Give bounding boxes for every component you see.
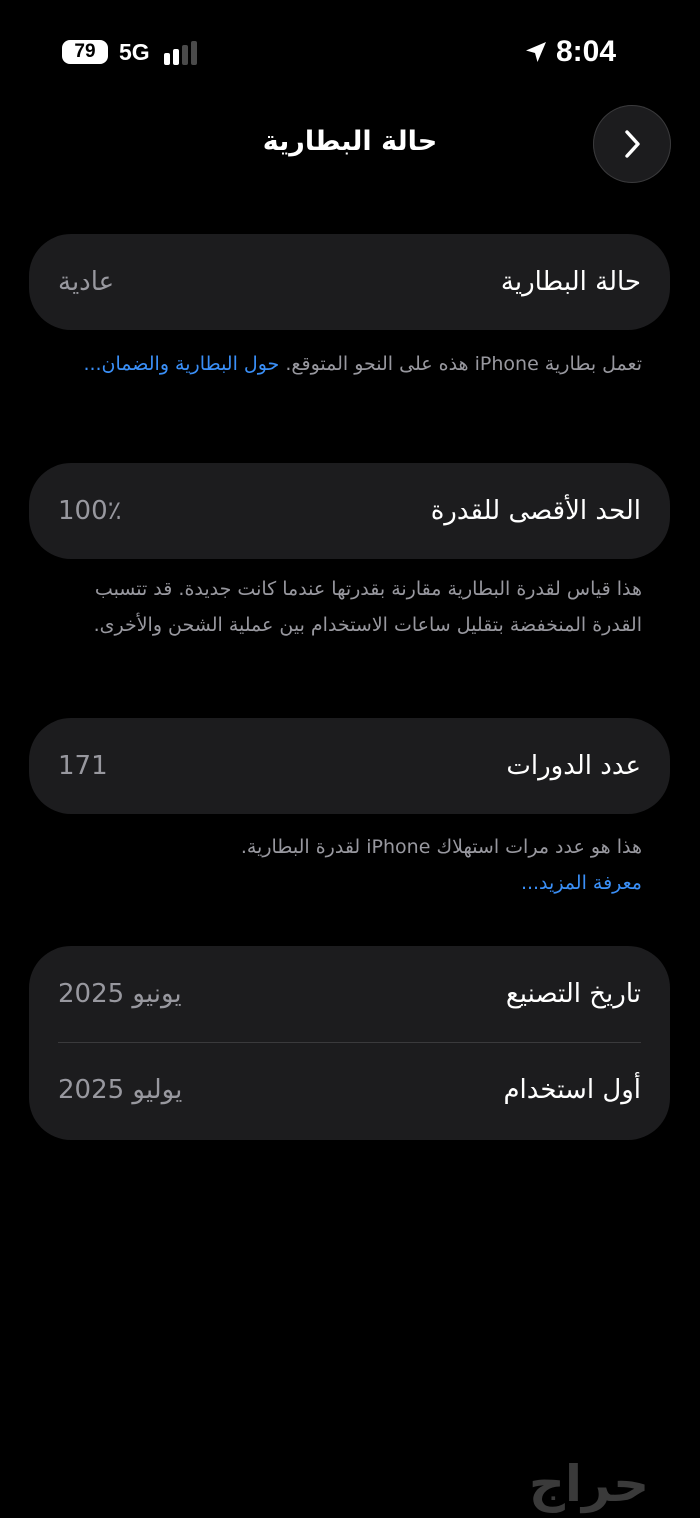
manufacture-date-row	[29, 946, 670, 1042]
status-time: 8:04	[556, 35, 617, 68]
dates-card	[29, 946, 670, 1140]
cycle-count-value: 171	[58, 751, 108, 781]
back-button[interactable]	[593, 105, 671, 183]
haraj-watermark: حراج	[528, 1455, 650, 1513]
cycle-count-label: عدد الدورات	[506, 751, 641, 781]
cellular-signal-icon	[164, 41, 200, 65]
battery-level-badge: 79	[62, 40, 108, 64]
max-capacity-footnote: هذا قياس لقدرة البطارية مقارنة بقدرتها عندما كانت جديدة. قد تتسبب القدرة المنخفضة بتقليل ساعات الاستخدام بين عملية الشحن والأخرى.	[93, 578, 642, 636]
battery-health-footnote	[58, 346, 642, 382]
battery-health-label: حالة البطارية	[500, 267, 641, 297]
manufacture-date-label: تاريخ التصنيع	[505, 979, 641, 1009]
first-use-label: أول استخدام	[503, 1075, 641, 1105]
manufacture-date-value: يونيو 2025	[58, 979, 182, 1009]
cycle-count-card	[29, 718, 670, 814]
network-type-label: 5G	[119, 39, 150, 65]
status-bar	[0, 0, 700, 100]
cycle-count-row	[29, 718, 670, 814]
cycle-count-footnote-text: هذا هو عدد مرات استهلاك iPhone لقدرة البطارية.	[240, 836, 642, 858]
page-title: حالة البطارية	[262, 126, 438, 157]
battery-health-value: عادية	[58, 267, 115, 297]
first-use-value: يوليو 2025	[58, 1075, 183, 1105]
battery-warranty-link[interactable]: حول البطارية والضمان...	[83, 353, 280, 375]
battery-health-footnote-text: تعمل بطارية iPhone هذه على النحو المتوقع.	[285, 353, 642, 375]
max-capacity-card	[29, 463, 670, 559]
first-use-row	[29, 1042, 670, 1138]
battery-health-row	[29, 234, 670, 330]
location-arrow-icon	[524, 40, 548, 64]
max-capacity-row	[29, 463, 670, 559]
cycle-count-footnote	[58, 829, 642, 901]
battery-health-card	[29, 234, 670, 330]
max-capacity-value: 100٪	[58, 496, 122, 526]
chevron-right-icon	[619, 127, 645, 161]
max-capacity-label: الحد الأقصى للقدرة	[430, 496, 641, 526]
learn-more-link[interactable]: معرفة المزيد...	[520, 872, 642, 894]
